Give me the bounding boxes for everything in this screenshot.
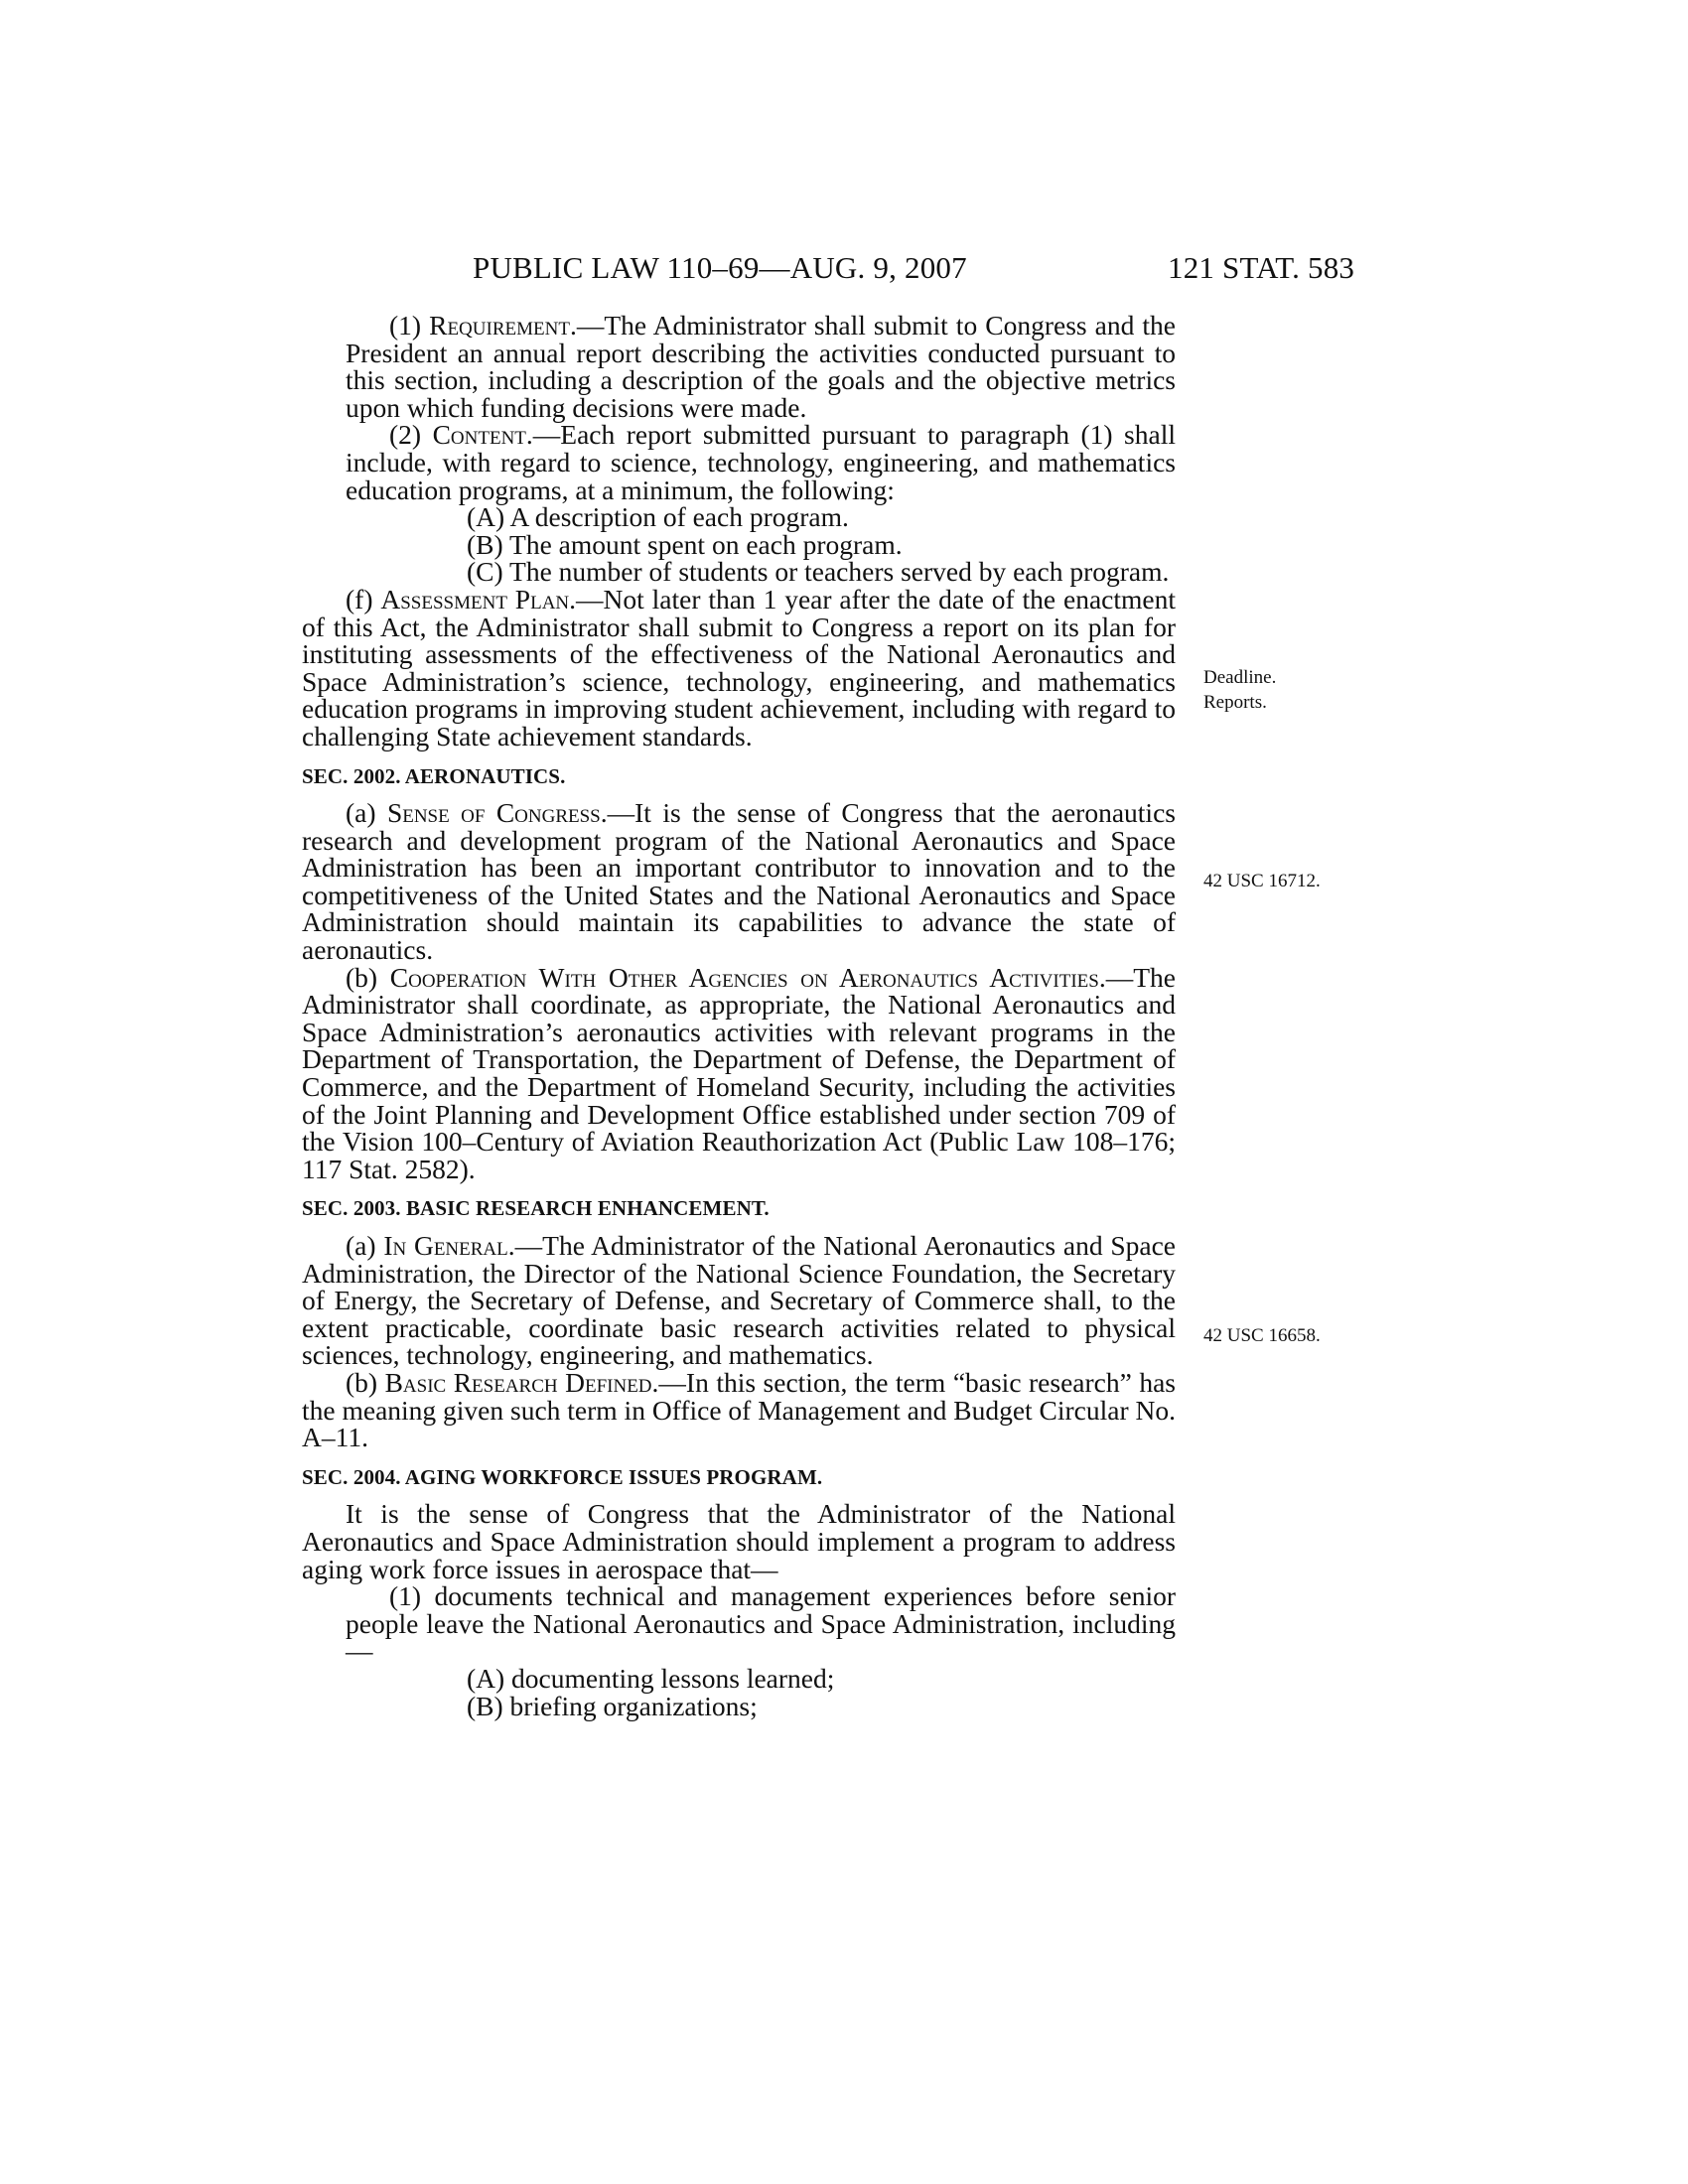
- para-text: .—The Administrator shall submit to Congress and the President an annual report describing the activities conducted pursuant to this section, including a description of the goals and the objective metrics upon which funding decisions were made.: [346, 310, 1176, 423]
- para-heading: Assessment Plan: [380, 583, 570, 614]
- margin-note-usc-16658: 42 USC 16658.: [1203, 1325, 1321, 1346]
- subsection-f-assessment-plan: [302, 583, 1177, 751]
- paragraph-1-requirement: [302, 312, 1176, 421]
- section-2004-subparagraph-a: (A) documenting lessons learned;: [467, 1662, 835, 1694]
- section-2003-a: [302, 1232, 1176, 1369]
- para-text: .—Not later than 1 year after the date of the enactment of this Act, the Administrator shall submit to Congress a report on its plan for instituting assessments of the effectiveness of the National Aeronautics and Space Administration’s science, technology, engineering, and mathematics education programs in improving student achievement, including with regard to challenging State achievement standards.: [302, 583, 1177, 751]
- para-number: (a): [346, 1230, 384, 1261]
- para-number: (b): [346, 1366, 385, 1398]
- running-header-title: PUBLIC LAW 110–69—AUG. 9, 2007: [473, 250, 967, 285]
- section-2002-b: [302, 961, 1176, 1184]
- para-heading: Sense of Congress: [386, 797, 601, 829]
- para-text: .—It is the sense of Congress that the aeronautics research and development program of the National Aeronautics and Space Administration has been an important contributor to innovation and to the competitiveness of the United States and the National Aeronautics and Space Administration should maintain its capabilities to advance the state of aeronautics.: [302, 797, 1176, 966]
- section-heading-2003: SEC. 2003. BASIC RESEARCH ENHANCEMENT.: [302, 1196, 770, 1221]
- section-2002-a: [302, 799, 1176, 964]
- para-text: .—Each report submitted pursuant to paragraph (1) shall include, with regard to science, technology, engineering, and mathematics education programs, at a minimum, the following:: [346, 419, 1176, 505]
- section-2004-intro: It is the sense of Congress that the Administrator of the National Aeronautics and Space Administration should implement a program to address aging work force issues in aerospace that—: [302, 1498, 1176, 1584]
- para-heading: Cooperation With Other Agencies on Aeronautics Activities: [389, 961, 1099, 993]
- margin-note-deadline: Deadline.: [1203, 667, 1277, 688]
- margin-note-reports: Reports.: [1203, 692, 1267, 713]
- subparagraph-b: (B) The amount spent on each program.: [467, 528, 903, 560]
- para-heading: Content: [432, 419, 526, 451]
- para-heading: Requirement: [429, 310, 570, 341]
- section-2004-subparagraph-b: (B) briefing organizations;: [467, 1690, 758, 1721]
- para-text: .—The Administrator of the National Aeronautics and Space Administration, the Director of the National Science Foundation, the Secretary of Energy, the Secretary of Defense, and Secretary of Commerce shall, to the extent practicable, coordinate basic research activities related to physical sciences, technology, engineering, and mathematics.: [302, 1230, 1177, 1371]
- para-text: .—In this section, the term “basic research” has the meaning given such term in Office of Management and Budget Circular No. A–11.: [302, 1366, 1176, 1453]
- para-heading: In General: [383, 1230, 508, 1261]
- para-heading: Basic Research Defined: [384, 1366, 652, 1398]
- para-number: (1): [389, 310, 430, 341]
- margin-note-usc-16712: 42 USC 16712.: [1203, 871, 1321, 891]
- paragraph-2-content: [302, 421, 1176, 503]
- para-number: (2): [389, 419, 433, 451]
- subparagraph-c: (C) The number of students or teachers served by each program.: [467, 556, 1170, 588]
- section-heading-2002: SEC. 2002. AERONAUTICS.: [302, 763, 566, 788]
- page-stat-number: 121 STAT. 583: [1168, 250, 1355, 285]
- para-number: (b): [346, 961, 390, 993]
- para-number: (f): [346, 583, 381, 614]
- section-heading-2004: SEC. 2004. AGING WORKFORCE ISSUES PROGRAM.: [302, 1464, 823, 1489]
- section-2004-paragraph-1: (1) documents technical and management experiences before senior people leave the National Aeronautics and Space Administration, including—: [346, 1580, 1176, 1667]
- subparagraph-a: (A) A description of each program.: [467, 501, 849, 533]
- document-body: [302, 312, 1176, 1719]
- para-number: (a): [346, 797, 387, 829]
- para-text: .—The Administrator shall coordinate, as appropriate, the National Aeronautics and Space Administration’s aeronautics activities with relevant programs in the Department of Transportation, the Department of Defense, the Department of Commerce, and the Department of Homeland Security, including the activities of the Joint Planning and Development Office established under section 709 of the Vision 100–Century of Aviation Reauthorization Act (Public Law 108–176; 117 Stat. 2582).: [302, 961, 1176, 1184]
- section-2003-b: [302, 1366, 1176, 1453]
